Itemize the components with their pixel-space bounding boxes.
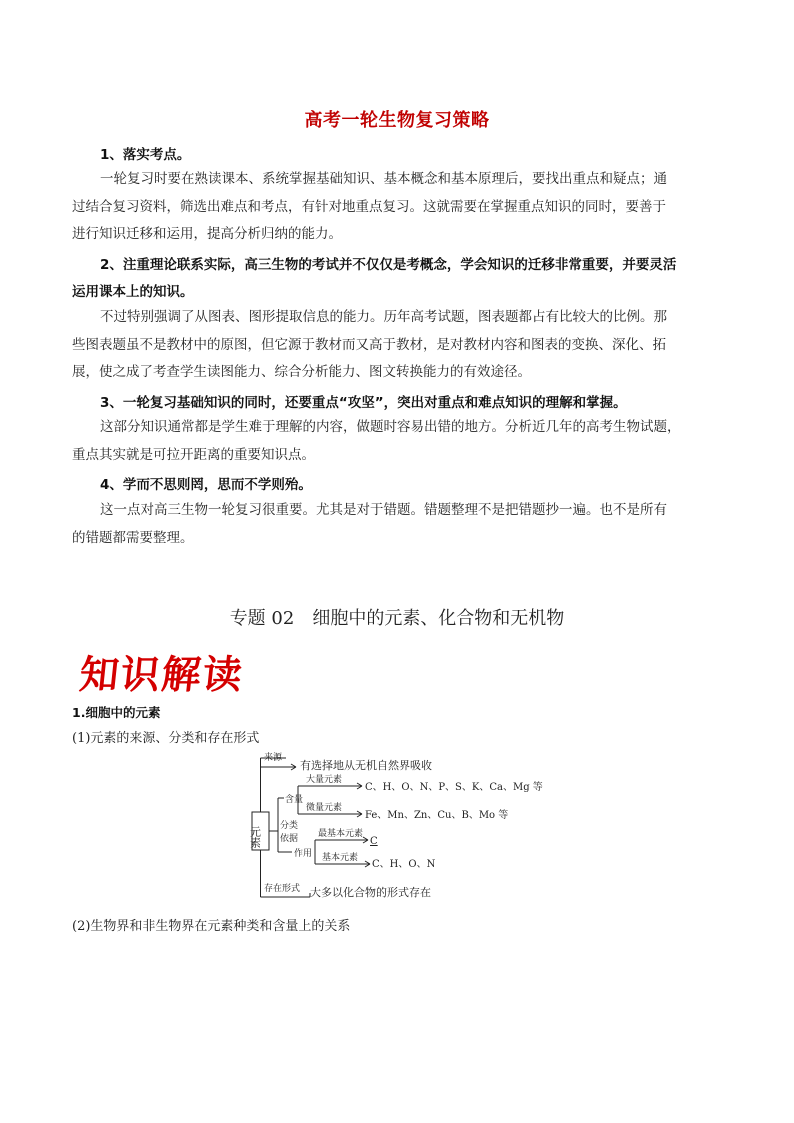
diagram-micro-label: 微量元素 <box>306 803 343 813</box>
tip-2-line-2: 些图表题虽不是教材中的原图，但它源于教材而又高于教材，是对教材内容和图表的变换、深化、拓 <box>72 337 666 353</box>
tip-3-line-2: 重点其实就是可拉开距离的重要知识点。 <box>72 447 315 463</box>
diagram-macro-label: 大量元素 <box>306 775 343 785</box>
page-title: 高考一轮生物复习策略 <box>304 110 490 131</box>
diagram-micro-text: Fe、Mn、Zn、Cu、B、Mo 等 <box>365 810 509 821</box>
tip-2-line-3: 展，使之成了考查学生读图能力、综合分析能力、图文转换能力的有效途径。 <box>72 364 531 380</box>
diagram-function-label: 作用 <box>294 849 313 859</box>
tip-2-line-1: 不过特别强调了从图表、图形提取信息的能力。历年高考试题，图表题都占有比较大的比例。那 <box>100 309 667 325</box>
subsection-2: (2)生物界和非生物界在元素种类和含量上的关系 <box>72 919 351 934</box>
diagram-classify-1: 分类 <box>280 821 299 831</box>
diagram-macro-text: C、H、O、N、P、S、K、Ca、Mg 等 <box>365 782 543 793</box>
diagram-content-label: 含量 <box>285 795 304 805</box>
diagram-basic-text: C、H、O、N <box>372 859 436 870</box>
tip-1-line-3: 进行知识迁移和运用，提高分析归纳的能力。 <box>72 226 342 242</box>
tip-1-heading: 1、落实考点。 <box>100 147 191 163</box>
subsection-1: (1)元素的来源、分类和存在形式 <box>72 731 260 746</box>
diagram-classify-2: 依据 <box>280 834 299 844</box>
tip-4-line-1: 这一点对高三生物一轮复习很重要。尤其是对于错题。错题整理不是把错题抄一遍。也不是所有 <box>100 502 667 518</box>
tip-4-heading: 4、学而不思则罔，思而不学则殆。 <box>100 477 312 493</box>
tip-2-heading-1: 2、注重理论联系实际，高三生物的考试并不仅仅是考概念，学会知识的迁移非常重要，并要灵活 <box>100 257 677 273</box>
diagram-most-basic-text: C <box>370 836 378 847</box>
tip-3-heading: 3、一轮复习基础知识的同时，还要重点“攻坚”，突出对重点和难点知识的理解和掌握。 <box>100 395 627 411</box>
diagram-source-label: 来源 <box>264 753 283 763</box>
tip-3-line-1: 这部分知识通常都是学生难于理解的内容，做题时容易出错的地方。分析近几年的高考生物试题， <box>100 419 681 435</box>
tip-2-heading-2: 运用课本上的知识。 <box>72 284 194 300</box>
element-classification-diagram <box>240 752 570 910</box>
section-heading: 1.细胞中的元素 <box>72 705 161 720</box>
diagram-basic-label: 基本元素 <box>322 853 359 863</box>
knowledge-banner: 知识解读 <box>77 653 247 698</box>
diagram-root-1: 元素 <box>248 826 262 848</box>
diagram-source-text: 有选择地从无机自然界吸收 <box>300 759 432 772</box>
tip-1-line-2: 过结合复习资料，筛选出难点和考点，有针对地重点复习。这就需要在掌握重点知识的同时，要善于 <box>72 199 666 215</box>
diagram-most-basic-label: 最基本元素 <box>318 829 364 839</box>
diagram-form-text: 大多以化合物的形式存在 <box>310 886 431 899</box>
topic-title: 专题 02 细胞中的元素、化合物和无机物 <box>229 608 565 629</box>
diagram-form-label: 存在形式 <box>264 884 301 894</box>
tip-1-line-1: 一轮复习时要在熟读课本、系统掌握基础知识、基本概念和基本原理后，要找出重点和疑点；通 <box>100 171 667 187</box>
tip-4-line-2: 的错题都需要整理。 <box>72 530 194 546</box>
